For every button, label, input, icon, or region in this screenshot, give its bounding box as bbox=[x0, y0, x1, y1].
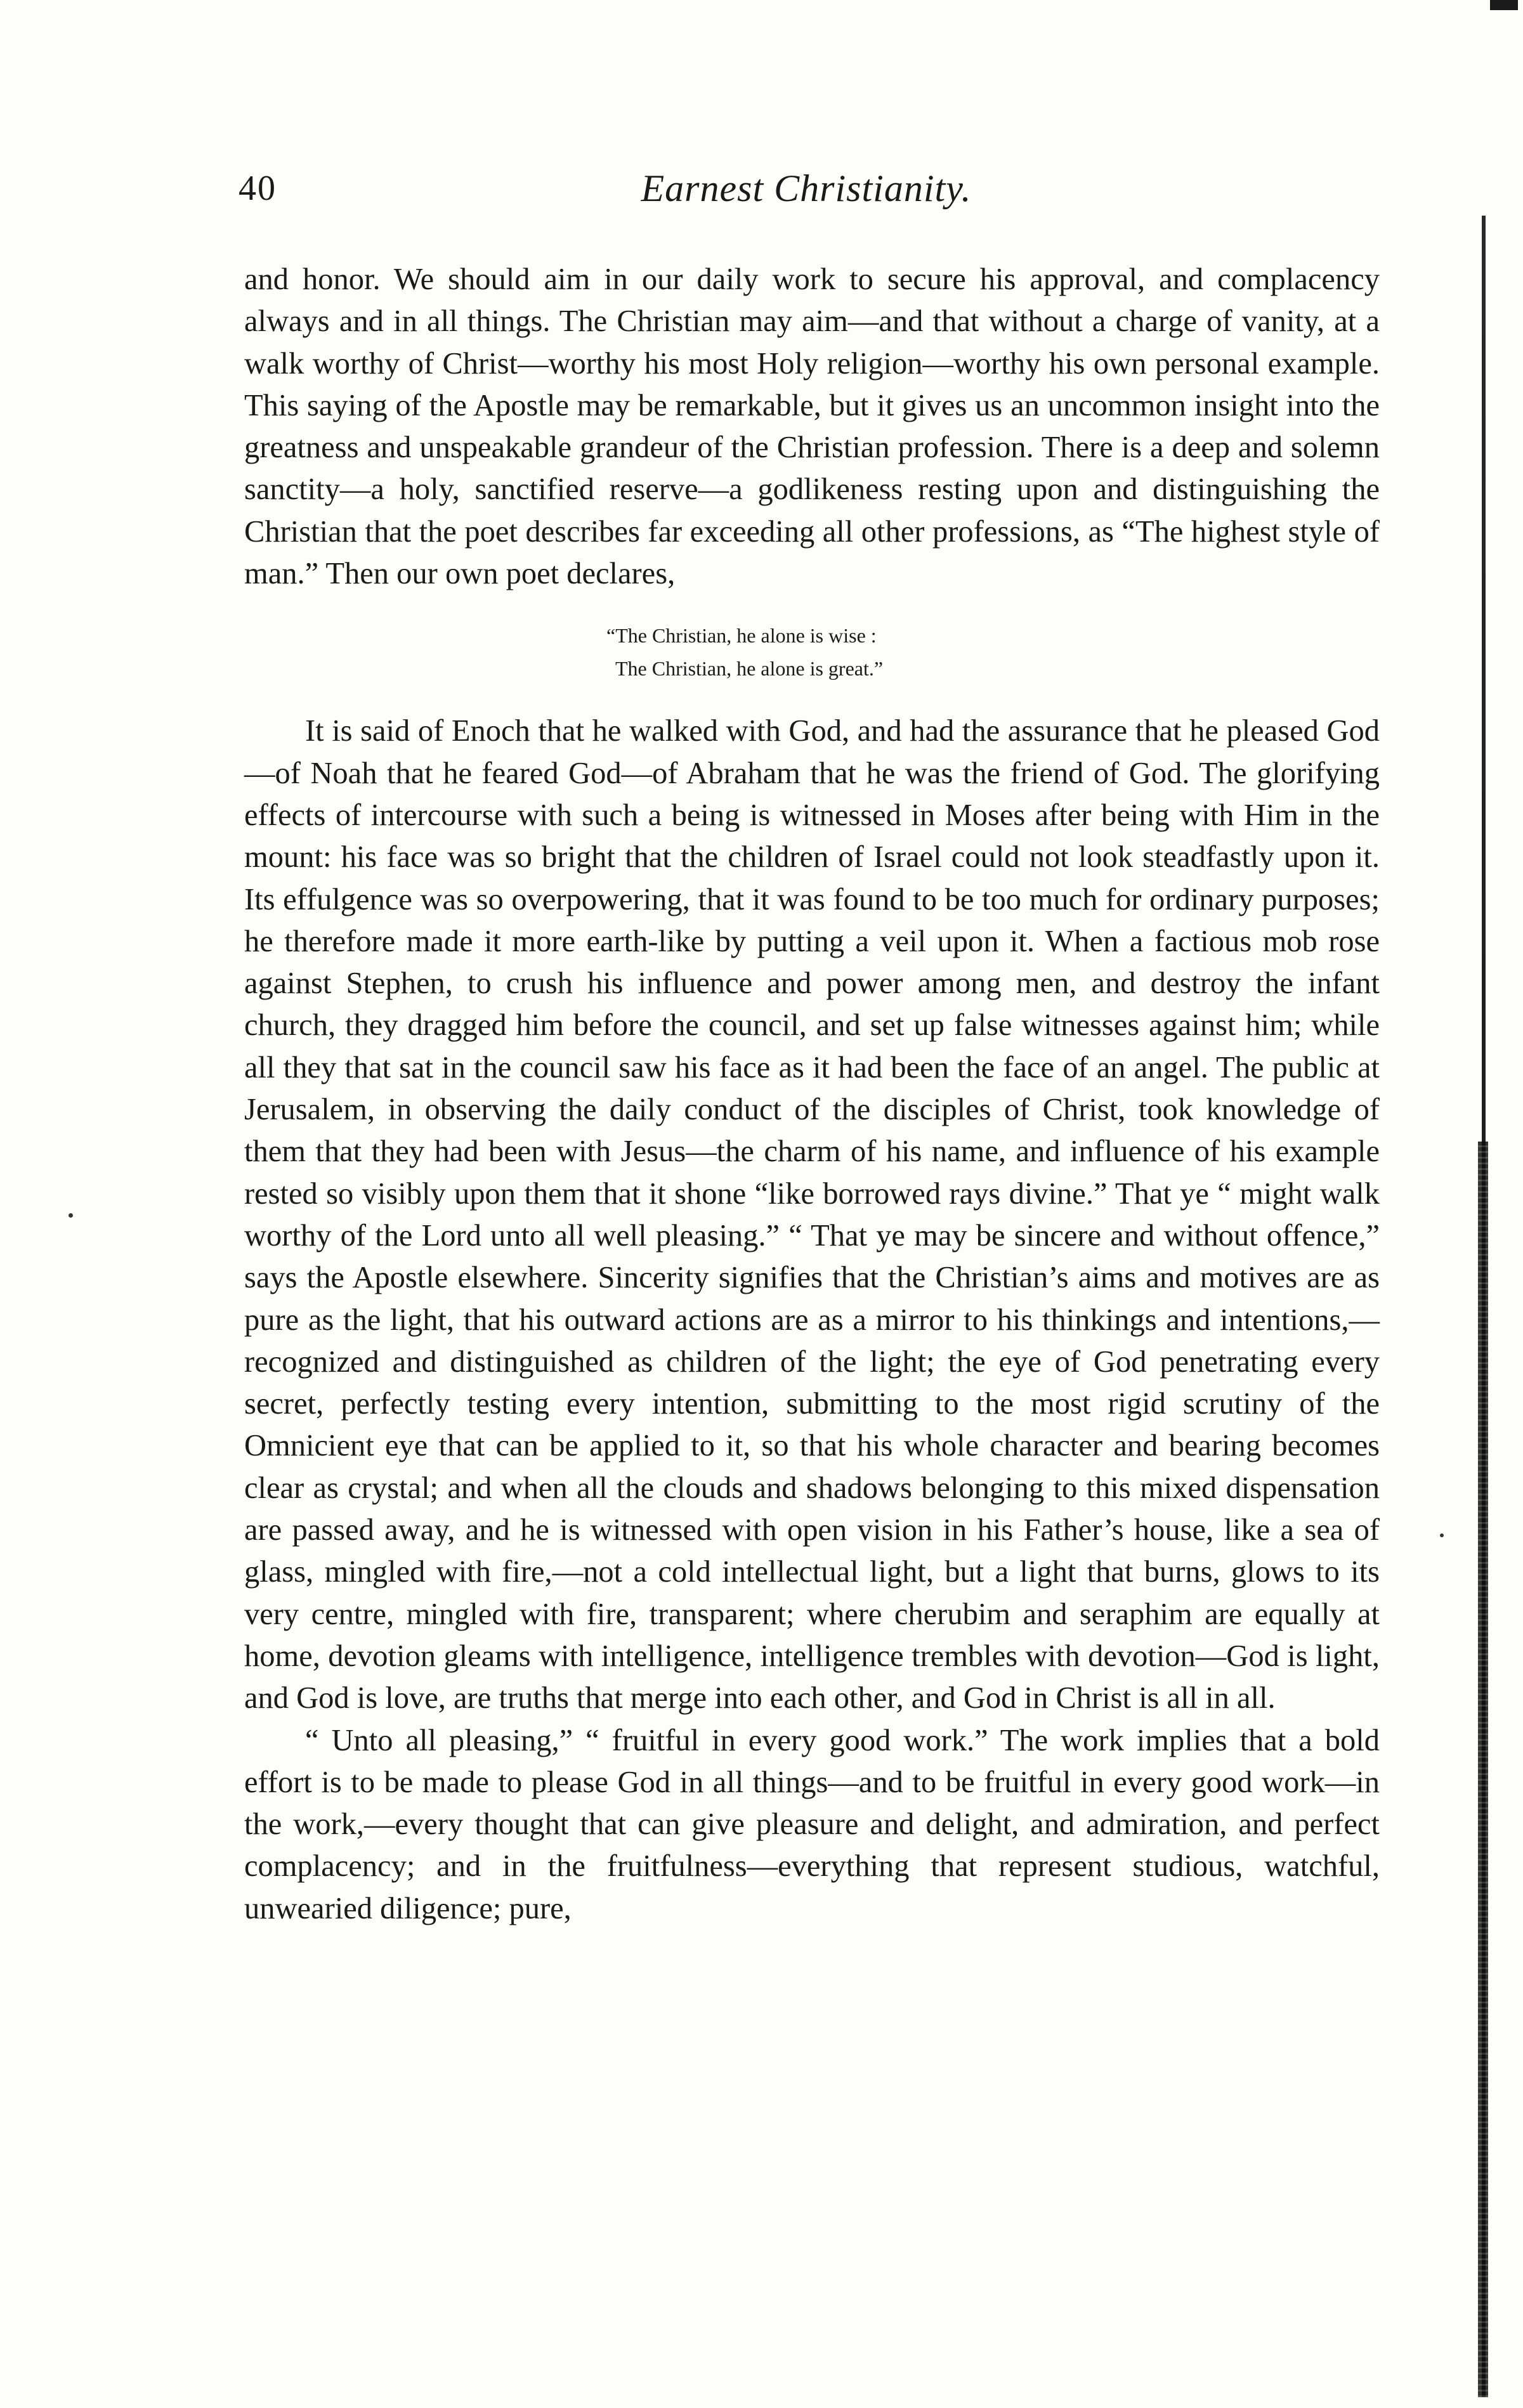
verse-quotation bbox=[244, 619, 1380, 685]
scan-corner-mark bbox=[1490, 0, 1518, 10]
margin-speck-right bbox=[1440, 1533, 1444, 1537]
body-text bbox=[244, 259, 1380, 1930]
running-title: Earnest Christianity. bbox=[641, 167, 972, 209]
verse-line-2: The Christian, he alone is great.” bbox=[615, 657, 884, 680]
paragraph-continued: and honor. We should aim in our daily work to secure his approval, and complacency always and in all things. The Christian may aim—and that without a charge of vanity, at a walk worthy of Christ—worthy his most Holy religion—worthy his own personal example. This saying of the Apostle may be remarkable, but it gives us an uncommon insight into the greatness and unspeakable grandeur of the Christian profession. There is a deep and solemn sanctity—a holy, sanctified reserve—a godlikeness resting upon and distinguishing the Christian that the poet describes far exceeding all other professions, as “The highest style of man.” Then our own poet declares, bbox=[244, 263, 1380, 591]
running-head bbox=[239, 166, 1374, 223]
margin-speck bbox=[69, 1213, 73, 1218]
page-number: 40 bbox=[239, 169, 277, 208]
book-spine-shadow bbox=[1478, 1142, 1488, 2397]
verse-line-1: “The Christian, he alone is wise : bbox=[606, 624, 877, 648]
paragraph-enoch: It is said of Enoch that he walked with God, and had the assurance that he pleased God—of Noah that he feared God—of Abraham that he was the friend of God. The glorifying effects of intercourse with such a being is witnessed in Moses after being with Him in the mount: his face was so bright that the children of Israel could not look steadfastly upon it. Its effulgence was so overpowering, that it was found to be too much for ordinary purposes; he therefore made it more earth-like by putting a veil upon it. When a factious mob rose against Stephen, to crush his influence and power among men, and destroy the infant church, they dragged him before the council, and set up false witnesses against him; while all they that sat in the council saw his face as it had been the face of an angel. The public at Jerusalem, in observing the daily conduct of the disciples of Christ, took knowledge of them that they had been with Jesus—the charm of his name, and influence of his example rested so visibly upon them that it shone “like borrowed rays divine.” That ye “ might walk worthy of the Lord unto all well pleasing.” “ That ye may be sincere and without offence,” says the Apostle elsewhere. Sincerity signifies that the Christian’s aims and motives are as pure as the light, that his outward actions are as a mirror to his thinkings and intentions,—recognized and distinguished as children of the light; the eye of God penetrating every secret, perfectly testing every intention, submitting to the most rigid scrutiny of the Omnicient eye that can be applied to it, so that his whole character and bearing becomes clear as crystal; and when all the clouds and shadows belonging to this mixed dispensation are passed away, and he is witnessed with open vision in his Father’s house, like a sea of glass, mingled with fire,—not a cold intellectual light, but a light that burns, glows to its very centre, mingled with fire, transparent; where cherubim and seraphim are equally at home, devotion gleams with intelligence, intelligence trembles with devotion—God is light, and God is love, are truths that merge into each other, and God in Christ is all in all. bbox=[244, 714, 1380, 1715]
paragraph-unto-all-pleasing: “ Unto all pleasing,” “ fruitful in every good work.” The work implies that a bold effort is to be made to please God in all things—and to be fruitful in every good work—in the work,—every thought that can give pleasure and delight, and admiration, and perfect complacency; and in the fruitfulness—everything that represent studious, watchful, unwearied diligence; pure, bbox=[244, 1723, 1380, 1925]
